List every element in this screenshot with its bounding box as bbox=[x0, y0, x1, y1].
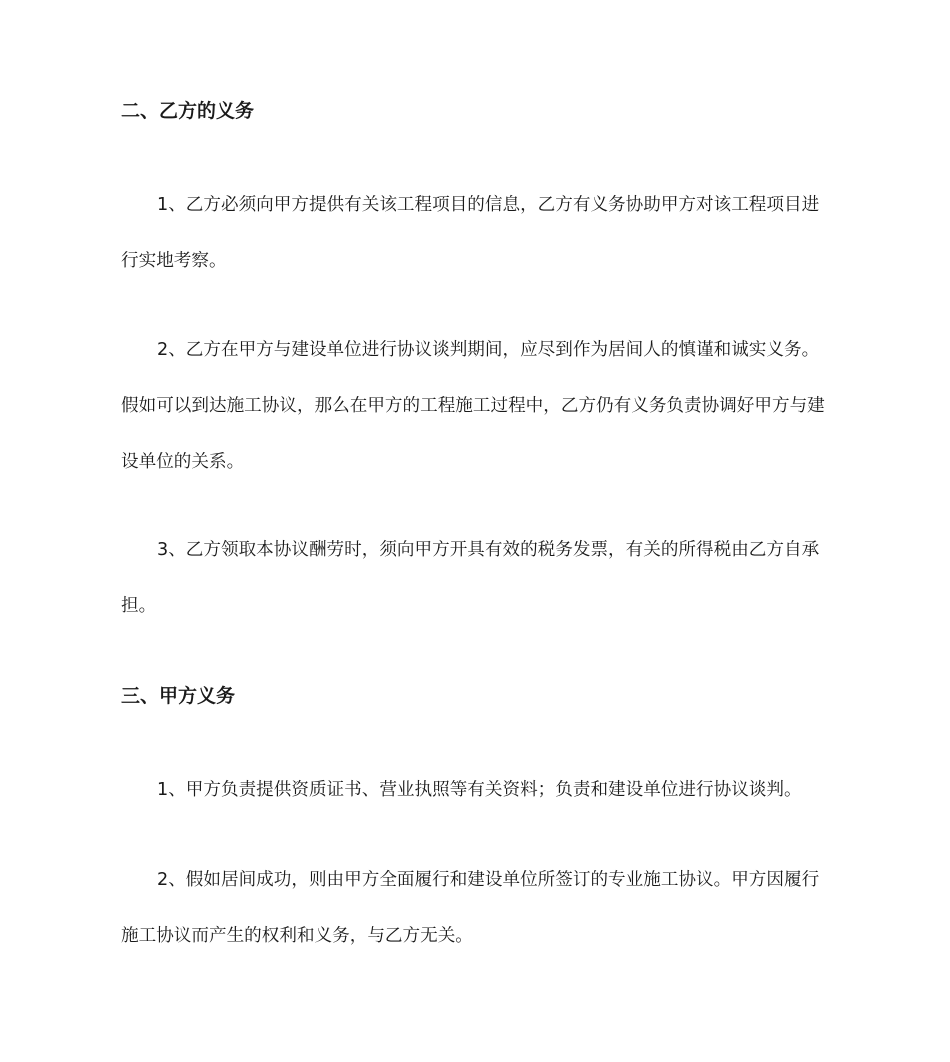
paragraph-party-b-1: 1、乙方必须向甲方提供有关该工程项目的信息，乙方有义务协助甲方对该工程项目进行实地考察。 bbox=[121, 195, 820, 271]
paragraph-party-a-1: 1、甲方负责提供资质证书、营业执照等有关资料；负责和建设单位进行协议谈判。 bbox=[157, 780, 802, 800]
paragraph-party-b-3: 3、乙方领取本协议酬劳时，须向甲方开具有效的税务发票，有关的所得税由乙方自承担。 bbox=[121, 540, 820, 616]
section-heading-party-b-obligations: 二、乙方的义务 bbox=[121, 100, 255, 122]
paragraph-party-a-2: 2、假如居间成功，则由甲方全面履行和建设单位所签订的专业施工协议。甲方因履行施工协议而产生的权利和义务，与乙方无关。 bbox=[121, 870, 820, 946]
paragraph-party-b-2: 2、乙方在甲方与建设单位进行协议谈判期间，应尽到作为居间人的慎谨和诚实义务。假如可以到达施工协议，那么在甲方的工程施工过程中，乙方仍有义务负责协调好甲方与建设单位的关系。 bbox=[121, 340, 825, 472]
section-heading-party-a-obligations: 三、甲方义务 bbox=[121, 685, 236, 707]
